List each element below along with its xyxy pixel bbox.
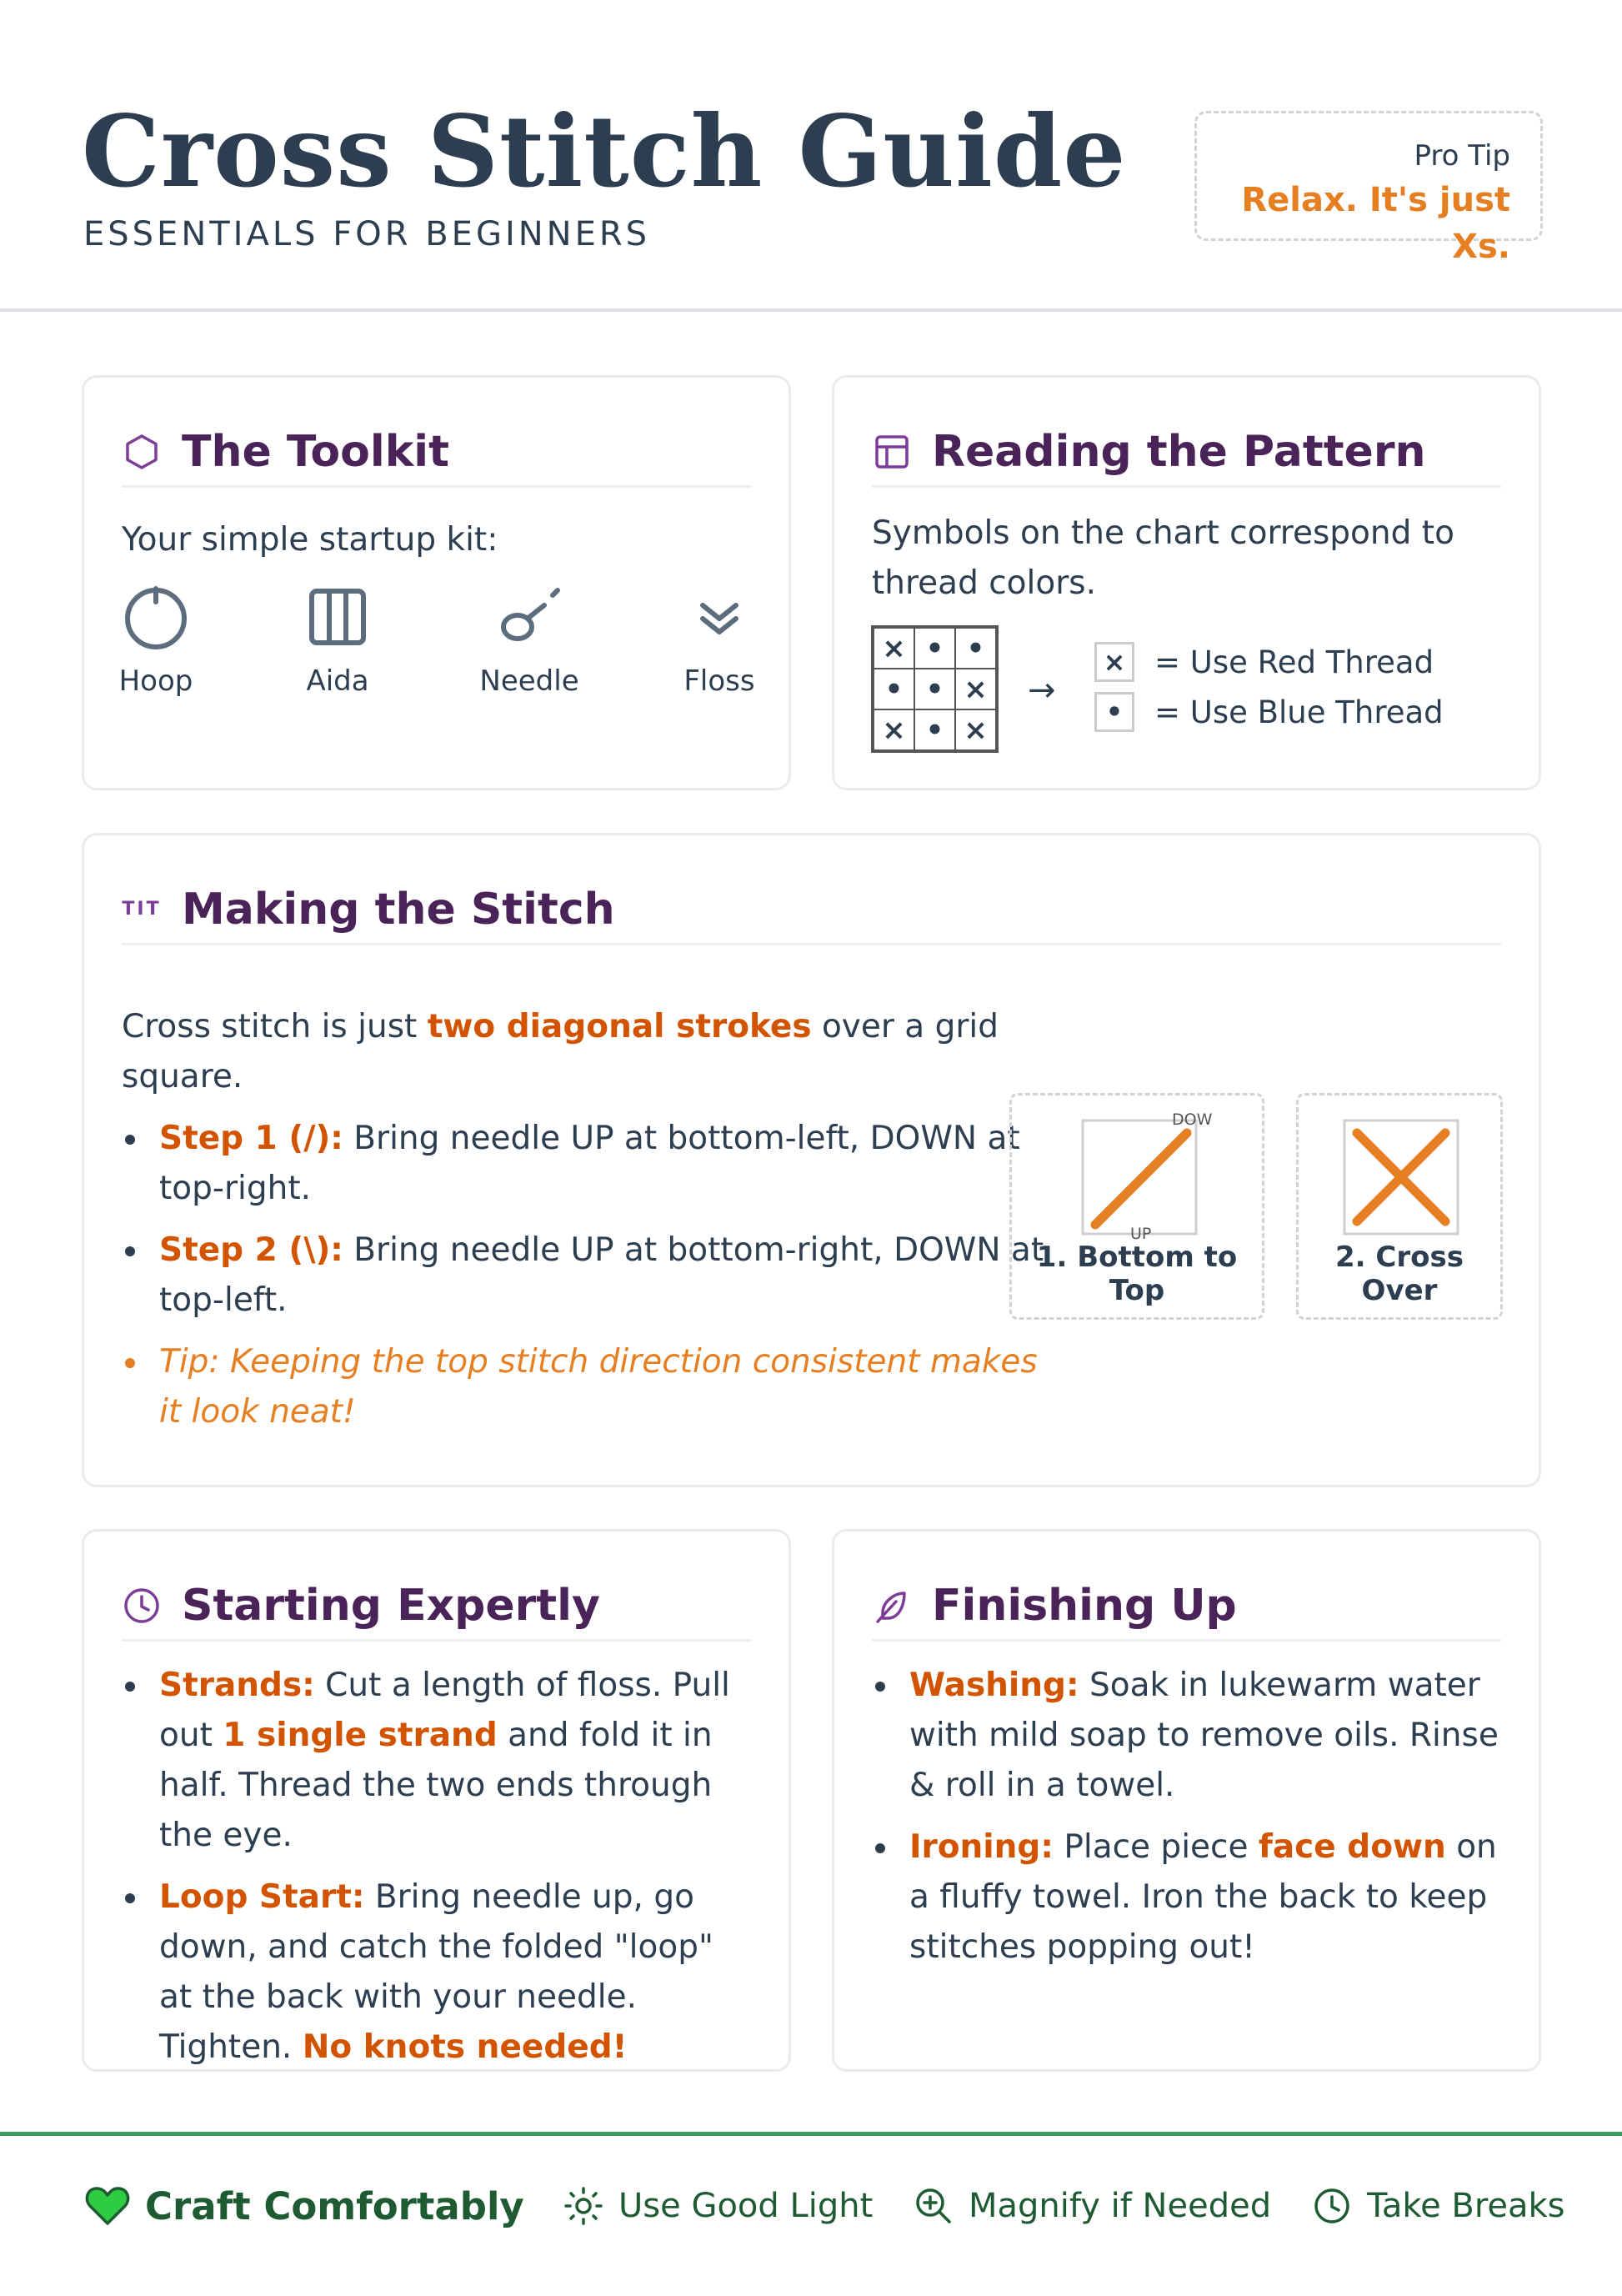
list-item	[122, 1226, 1064, 1326]
toolkit-intro: Your simple startup kit:	[122, 521, 498, 559]
text-size-icon: TIT	[122, 899, 162, 920]
hoop-icon	[98, 579, 214, 654]
stitch-intro-text: over a grid square.	[122, 1008, 999, 1095]
up-label: UP	[1130, 1225, 1152, 1243]
layout-icon	[872, 432, 912, 472]
footer-text: Magnify if Needed	[969, 2187, 1272, 2225]
pattern-card-header	[872, 418, 1501, 488]
finishing-card	[832, 1529, 1541, 2072]
tool-label: Needle	[479, 664, 579, 698]
pattern-cell: ×	[874, 709, 914, 750]
footer-main-text: Craft Comfortably	[145, 2183, 524, 2228]
tool-label: Hoop	[118, 664, 193, 698]
stitch-card-header	[122, 875, 1501, 945]
step-label: Step 1 (/):	[159, 1120, 343, 1157]
page-header	[0, 0, 1622, 312]
list-item	[122, 1114, 1064, 1214]
finishing-title: Finishing Up	[932, 1580, 1237, 1631]
pattern-cell: •	[955, 628, 996, 669]
feather-icon	[872, 1586, 912, 1626]
footer-breaks	[1312, 2181, 1565, 2231]
pattern-cell: ×	[955, 709, 996, 750]
pattern-title: Reading the Pattern	[932, 426, 1426, 477]
down-label: DOW	[1172, 1110, 1213, 1129]
floss-icon	[661, 579, 778, 654]
bullet-label: Washing:	[909, 1667, 1079, 1704]
footer-text: Use Good Light	[618, 2187, 874, 2225]
diagram-bottom-to-top	[1009, 1093, 1264, 1320]
zoom-in-icon	[914, 2186, 954, 2226]
stitch-tip: Tip: Keeping the top stitch direction consistent makes it look neat!	[159, 1343, 1038, 1431]
finishing-list	[872, 1661, 1505, 1984]
bullet-highlight: 1 single strand	[223, 1717, 498, 1754]
bullet-highlight: face down	[1258, 1828, 1446, 1866]
pattern-cell: ×	[874, 628, 914, 669]
legend-symbol: •	[1094, 692, 1134, 732]
pattern-intro: Symbols on the chart correspond to thread colors.	[872, 514, 1454, 602]
finishing-card-header	[872, 1572, 1501, 1642]
bullet-label: Ironing:	[909, 1828, 1054, 1866]
diagram-cross-over	[1296, 1093, 1503, 1320]
bullet-label: Loop Start:	[159, 1878, 365, 1916]
list-item	[872, 1661, 1505, 1811]
bullet-text: Soak in lukewarm water with mild soap to remove oils. Rinse & roll in a towel.	[909, 1667, 1499, 1804]
pro-tip-label: Pro Tip	[1414, 139, 1510, 173]
bullet-text: and fold it in half. Thread the two ends through the eye.	[159, 1717, 713, 1854]
footer-light	[563, 2181, 873, 2231]
arrow-icon: →	[1028, 671, 1056, 709]
toolkit-card-header	[122, 418, 751, 488]
starting-title: Starting Expertly	[182, 1580, 600, 1631]
bullet-highlight: No knots needed!	[302, 2028, 628, 2066]
pattern-cell: •	[914, 628, 955, 669]
step-text: Bring needle UP at bottom-left, DOWN at top-right.	[159, 1120, 1020, 1207]
page-subtitle: ESSENTIALS FOR BEGINNERS	[83, 215, 651, 253]
pattern-cell: •	[914, 709, 955, 750]
pro-tip-text: Relax. It's just Xs.	[1241, 181, 1510, 266]
legend-text: = Use Red Thread	[1154, 644, 1434, 680]
tool-aida	[279, 579, 396, 698]
bullet-label: Strands:	[159, 1667, 315, 1704]
footer-text: Take Breaks	[1367, 2187, 1565, 2225]
heart-icon	[85, 2185, 130, 2227]
pattern-grid	[871, 625, 999, 753]
footer-magnify	[914, 2181, 1271, 2231]
stitch-content	[122, 1002, 1064, 1449]
stitch-intro	[122, 1002, 1064, 1102]
footer-main	[85, 2181, 524, 2231]
pattern-cell: ×	[955, 669, 996, 709]
diagram-label: 2. Cross Over	[1335, 1241, 1464, 1307]
bullet-text: Place piece	[1053, 1828, 1259, 1866]
stitch-intro-highlight: two diagonal strokes	[427, 1008, 812, 1045]
cross-stitch-icon	[1299, 1095, 1505, 1262]
stitch-steps	[122, 1114, 1064, 1437]
page-footer	[0, 2132, 1622, 2296]
list-item	[122, 1337, 1064, 1437]
legend-symbol: ×	[1094, 642, 1134, 682]
legend-red	[1094, 642, 1434, 682]
sun-icon	[563, 2186, 603, 2226]
clock-icon	[122, 1586, 162, 1626]
pro-tip-box	[1194, 111, 1543, 266]
step-text: Bring needle UP at bottom-right, DOWN at top-left.	[159, 1231, 1044, 1319]
pattern-cell: •	[874, 669, 914, 709]
needle-icon	[471, 579, 588, 654]
pattern-cell: •	[914, 669, 955, 709]
tool-label: Aida	[306, 664, 369, 698]
legend-text: = Use Blue Thread	[1154, 694, 1444, 730]
list-item	[872, 1822, 1505, 1973]
stitch-intro-text: Cross stitch is just	[122, 1008, 428, 1045]
starting-card	[82, 1529, 791, 2072]
starting-list	[122, 1661, 755, 2084]
list-item	[122, 1661, 755, 1861]
page-title: Cross Stitch Guide	[82, 93, 1127, 209]
hexagon-icon	[122, 432, 162, 472]
stitch-title: Making the Stitch	[182, 884, 615, 935]
diagram-label: 1. Bottom to Top	[1036, 1241, 1238, 1307]
tool-needle	[471, 579, 588, 698]
toolkit-title: The Toolkit	[182, 426, 449, 477]
bullet-text: on a fluffy towel. Iron the back to keep stitches popping out!	[909, 1828, 1497, 1966]
step-label: Step 2 (\):	[159, 1231, 343, 1269]
list-item	[122, 1872, 755, 2073]
bullet-text: Bring needle up, go down, and catch the folded "loop" at the back with your needle. Tighten.	[159, 1878, 713, 2066]
starting-card-header	[122, 1572, 751, 1642]
bullet-text: Cut a length of floss. Pull out	[159, 1667, 730, 1754]
aida-icon	[279, 579, 396, 654]
legend-blue	[1094, 692, 1444, 732]
tool-floss	[661, 579, 778, 698]
clock-icon	[1312, 2186, 1352, 2226]
tool-label: Floss	[683, 664, 755, 698]
tool-hoop	[98, 579, 214, 698]
